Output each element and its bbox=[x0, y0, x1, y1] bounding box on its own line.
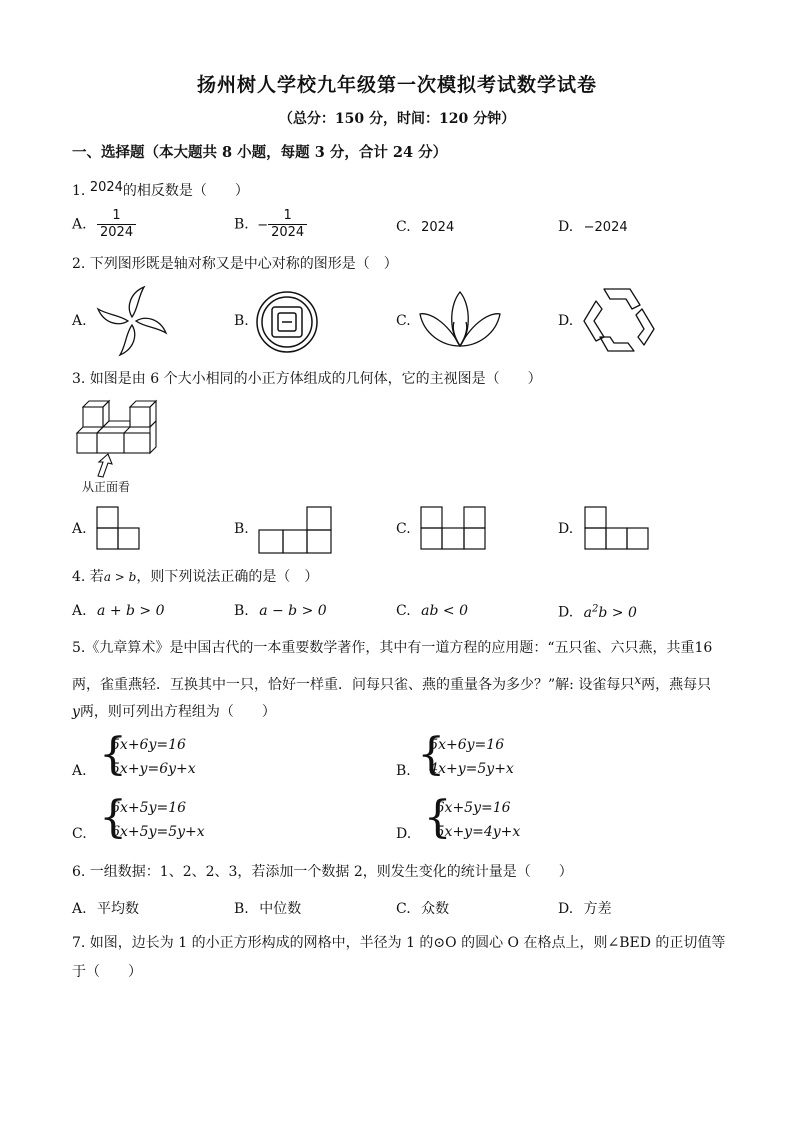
option-label: B. bbox=[234, 603, 249, 619]
equation-system: { 6x+5y=16 5x+y=4y+x bbox=[423, 792, 521, 843]
question-7-line-2: 于（ ） bbox=[72, 964, 142, 980]
front-view-b bbox=[258, 506, 334, 554]
condition: a > b bbox=[103, 570, 137, 584]
front-view-d bbox=[584, 506, 652, 552]
q1-option-a[interactable] bbox=[72, 208, 136, 241]
equation-system: { 6x+5y=16 6x+5y=5y+x bbox=[99, 792, 205, 843]
q5-option-a[interactable] bbox=[72, 729, 196, 781]
q2-option-d-label[interactable]: D. bbox=[558, 313, 574, 329]
option-label: B. bbox=[396, 763, 411, 779]
option-expr: $a^2b > 0$ bbox=[583, 603, 637, 621]
q6-option-b[interactable] bbox=[234, 898, 301, 918]
equation-system: { 5x+6y=16 4x+y=5y+x bbox=[417, 729, 514, 780]
q6-option-d[interactable] bbox=[558, 898, 612, 918]
option-label: D. bbox=[396, 826, 412, 842]
front-view-c bbox=[420, 506, 492, 552]
q1-option-b[interactable] bbox=[234, 208, 307, 241]
option-label: B. bbox=[234, 901, 249, 917]
question-4 bbox=[72, 567, 318, 587]
q5-option-d[interactable] bbox=[396, 792, 521, 844]
option-label: C. bbox=[72, 826, 87, 842]
question-text: 4. 若 bbox=[72, 569, 104, 585]
option-label: A. bbox=[72, 216, 87, 233]
option-label: A. bbox=[72, 763, 87, 779]
q3-option-d-label[interactable]: D. bbox=[558, 521, 574, 537]
section-heading: 一、选择题（本大题共 8 小题，每题 3 分，合计 24 分） bbox=[72, 144, 448, 161]
question-2: 2. 下列图形既是轴对称又是中心对称的图形是（ ） bbox=[72, 256, 398, 272]
option-expr: a + b > 0 bbox=[97, 603, 165, 619]
option-label: D. bbox=[558, 604, 574, 621]
lotus-figure bbox=[418, 290, 502, 348]
equation-system: { 5x+6y=16 5x+y=6y+x bbox=[99, 729, 196, 780]
q1-option-d[interactable] bbox=[558, 219, 628, 235]
option-text: 中位数 bbox=[259, 901, 302, 917]
q5-option-c[interactable] bbox=[72, 792, 205, 844]
option-value: −2024 bbox=[583, 220, 628, 235]
exam-info: （总分：150 分，时间：120 分钟） bbox=[278, 111, 516, 127]
option-expr: ab < 0 bbox=[421, 603, 468, 619]
view-caption: 从正面看 bbox=[82, 480, 131, 494]
question-7-line-1: 7. 如图，边长为 1 的小正方形构成的网格中，半径为 1 的⊙O 的圆心 O 在格点上，则∠BED 的正切值等 bbox=[72, 935, 726, 951]
q4-option-b[interactable] bbox=[234, 603, 327, 619]
minus-sign: − bbox=[257, 217, 269, 233]
question-text: ，则下列说法正确的是（ ） bbox=[136, 569, 319, 585]
question-text: 的相反数是（ ） bbox=[122, 183, 249, 199]
page-title: 扬州树人学校九年级第一次模拟考试数学试卷 bbox=[196, 74, 597, 96]
q4-option-d[interactable] bbox=[558, 603, 637, 621]
fraction: $\frac{1}{2024}$ bbox=[97, 208, 136, 241]
question-5-line-1: 5.《九章算术》是中国古代的一本重要数学著作，其中有一道方程的应用题：“五只雀、六只燕，共重16 bbox=[72, 640, 713, 656]
question-number: 1. bbox=[72, 183, 86, 199]
option-label: C. bbox=[396, 603, 411, 619]
recycle-figure bbox=[582, 287, 656, 353]
q6-option-c[interactable] bbox=[396, 898, 449, 918]
q2-option-c-label[interactable]: C. bbox=[396, 313, 411, 329]
q5-option-b[interactable] bbox=[396, 729, 514, 781]
option-label: A. bbox=[72, 901, 87, 917]
pinwheel-figure bbox=[92, 283, 172, 359]
q3-option-c-label[interactable]: C. bbox=[396, 521, 411, 537]
question-6: 6. 一组数据：1、2、2、3，若添加一个数据 2，则发生变化的统计量是（ ） bbox=[72, 864, 573, 880]
option-label: A. bbox=[72, 603, 87, 619]
q2-option-a-label[interactable]: A. bbox=[72, 313, 87, 329]
option-text: 众数 bbox=[421, 901, 450, 917]
fraction: $\frac{1}{2024}$ bbox=[268, 208, 307, 241]
question-5-line-3: y两，则可列出方程组为（ ） bbox=[72, 704, 276, 720]
question-5-line-2: 两，雀重燕轻．互换其中一只，恰好一样重．问每只雀、燕的重量各为多少？”解: 设雀每只x两，燕每只 bbox=[72, 673, 712, 693]
option-expr: a − b > 0 bbox=[259, 603, 327, 619]
front-view-a bbox=[96, 506, 144, 552]
question-3: 3. 如图是由 6 个大小相同的小正方体组成的几何体，它的主视图是（ ） bbox=[72, 371, 542, 387]
question-value: 2024 bbox=[89, 180, 123, 195]
option-label: D. bbox=[558, 901, 574, 917]
q2-option-b-label[interactable]: B. bbox=[234, 313, 249, 329]
option-label: C. bbox=[396, 901, 411, 917]
q3-option-a-label[interactable]: A. bbox=[72, 521, 87, 537]
coin-figure bbox=[255, 290, 319, 354]
option-text: 方差 bbox=[583, 901, 612, 917]
option-label: D. bbox=[558, 219, 574, 235]
q3-option-b-label[interactable]: B. bbox=[234, 521, 249, 537]
option-label: C. bbox=[396, 219, 411, 235]
option-label: B. bbox=[234, 216, 249, 233]
q1-option-c[interactable] bbox=[396, 219, 454, 235]
option-text: 平均数 bbox=[97, 901, 140, 917]
q4-option-c[interactable] bbox=[396, 603, 468, 619]
q6-option-a[interactable] bbox=[72, 898, 139, 918]
option-value: 2024 bbox=[421, 220, 455, 235]
question-1 bbox=[72, 178, 249, 201]
q4-option-a[interactable] bbox=[72, 603, 165, 619]
cube-solid-figure bbox=[74, 398, 158, 478]
